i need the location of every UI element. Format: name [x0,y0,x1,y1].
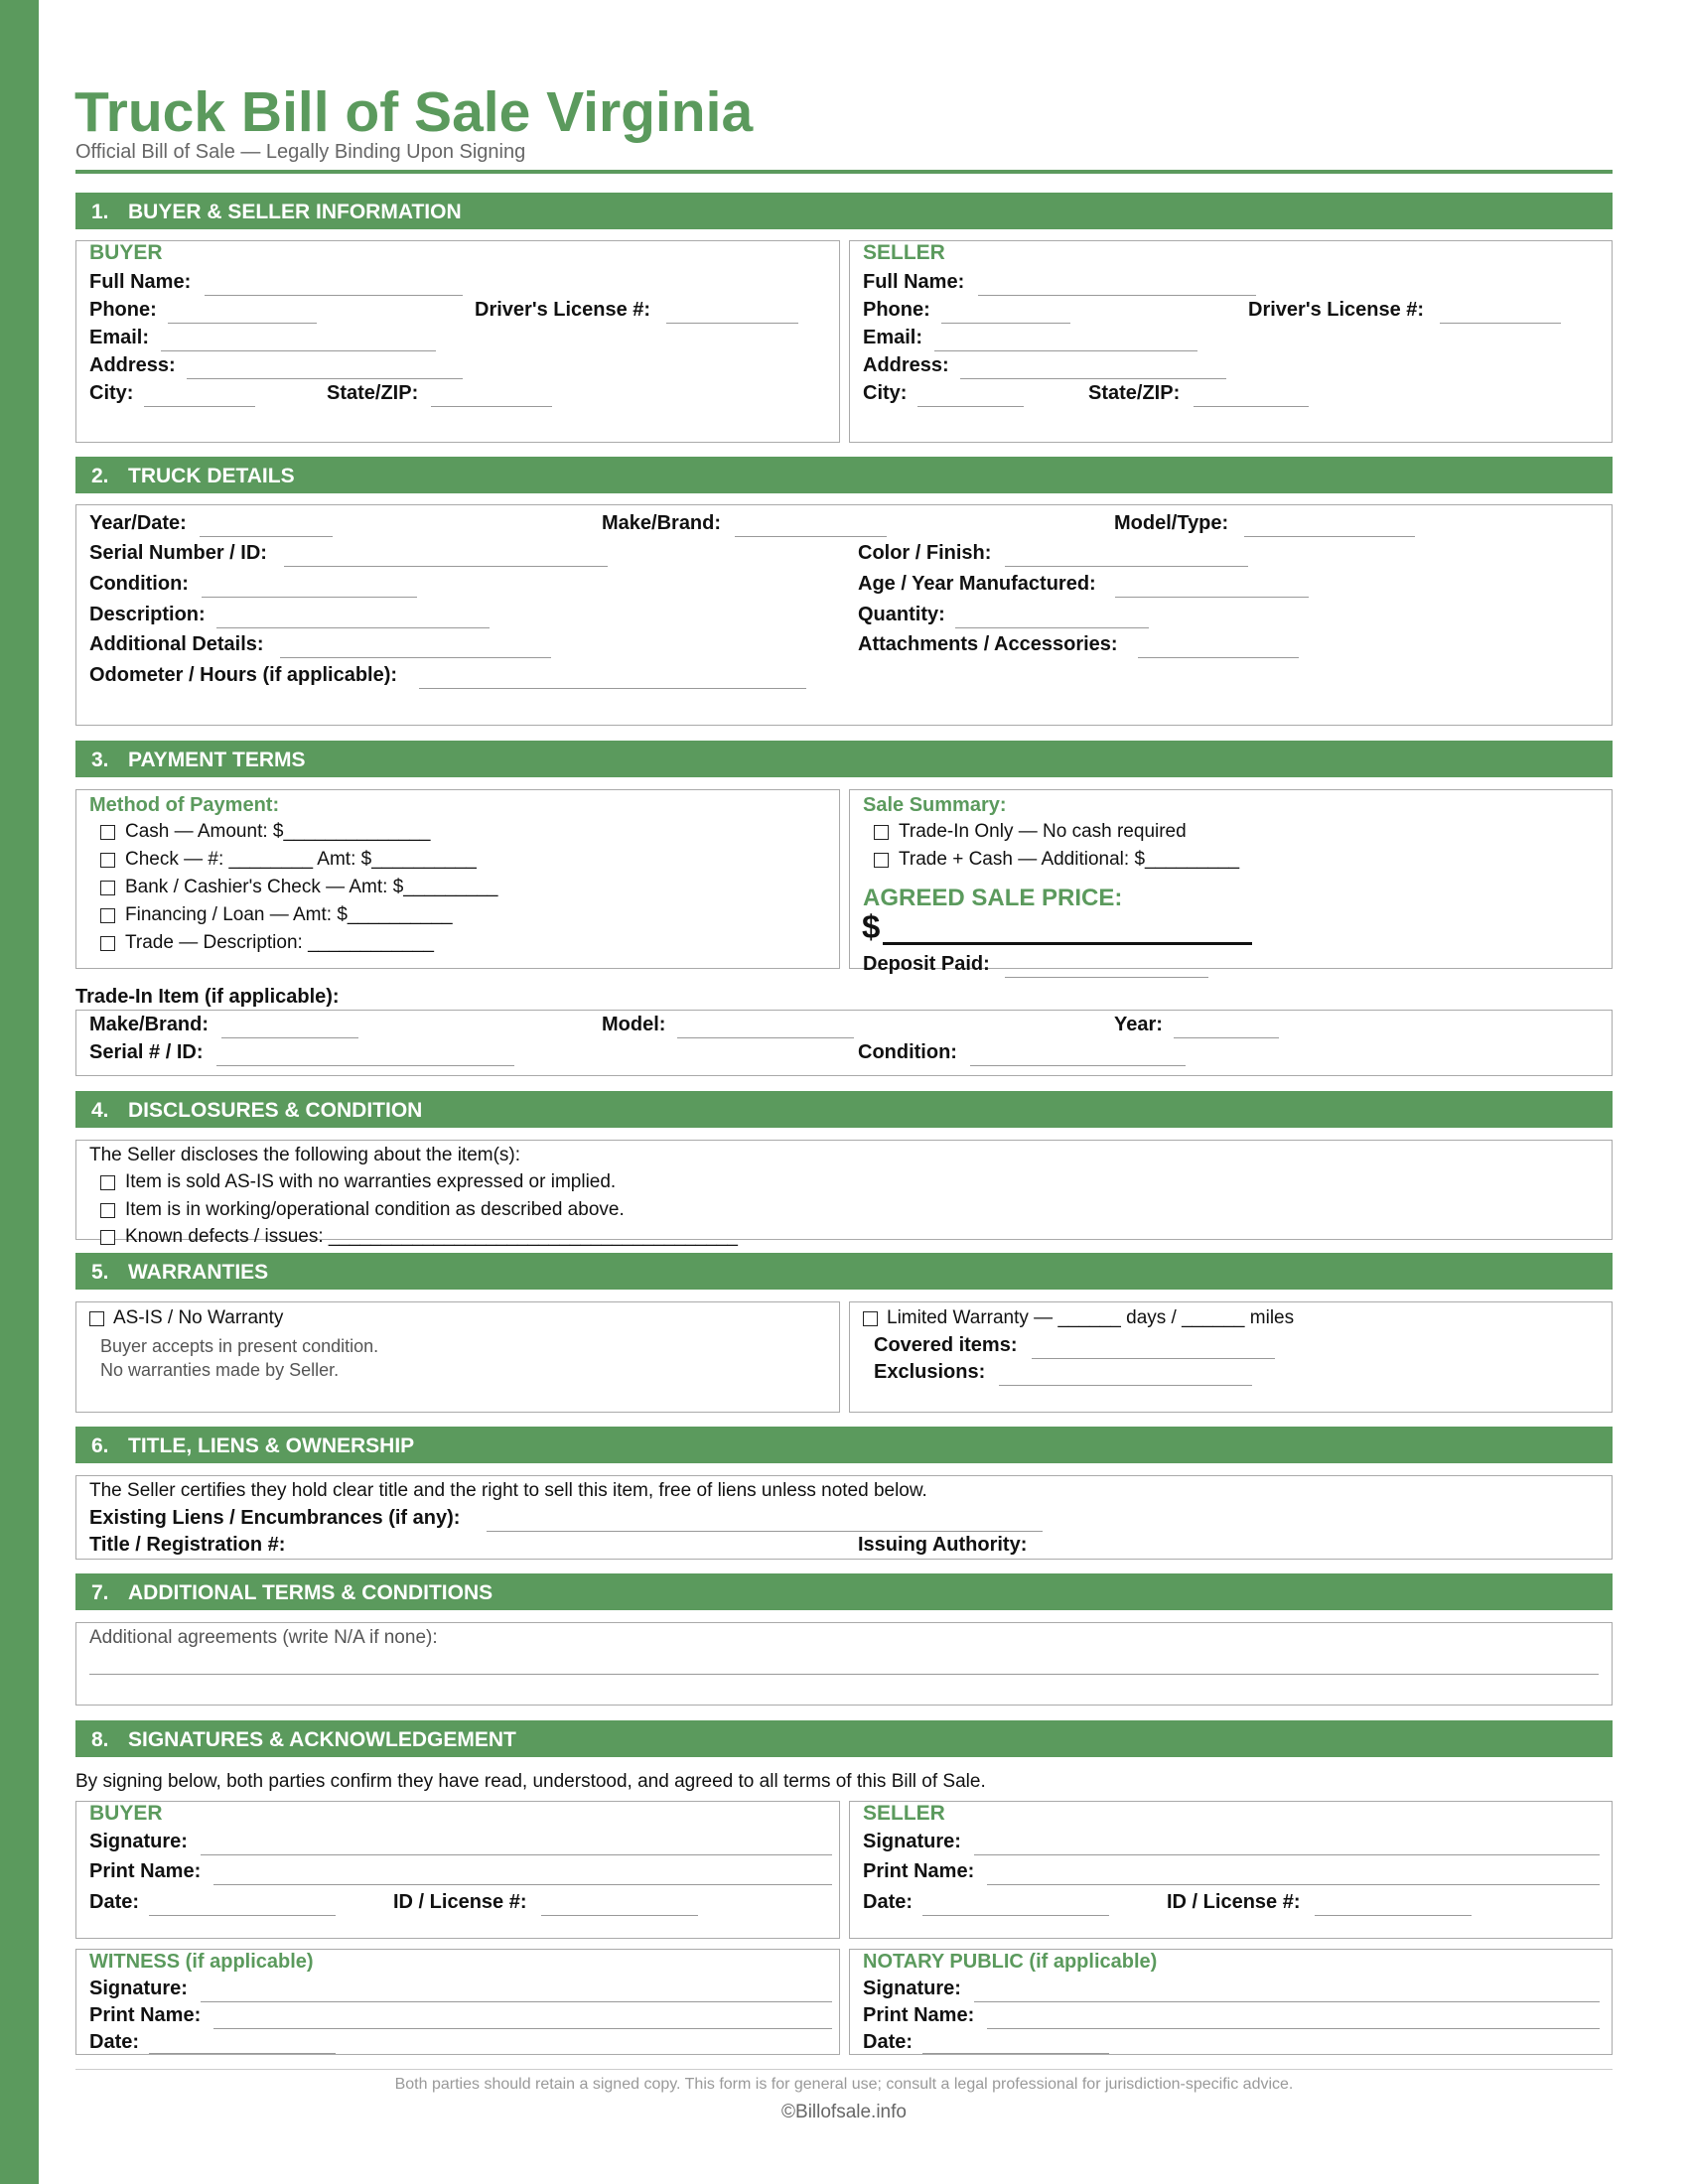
working-condition-label: Item is in working/operational condition as described above. [125,1199,625,1220]
additional-terms-prompt: Additional agreements (write N/A if none): [89,1627,438,1648]
payment-cash-checkbox[interactable] [100,825,115,840]
section-title: TRUCK DETAILS [128,465,295,487]
witness-print-name-label: Print Name: [89,2004,202,2026]
buyer-email-field[interactable] [161,350,436,351]
truck-description-label: Description: [89,604,206,625]
trade-in-only-label: Trade-In Only — No cash required [899,821,1187,842]
truck-quantity-label: Quantity: [858,604,945,625]
witness-print-name-field[interactable] [213,2028,832,2029]
covered-items-field[interactable] [1032,1358,1275,1359]
witness-date-field[interactable] [149,2053,336,2054]
section-header-buyer-seller [75,193,1613,229]
truck-odometer-label: Odometer / Hours (if applicable): [89,664,398,686]
trade-in-year-field[interactable] [1174,1037,1279,1038]
truck-year-label: Year/Date: [89,512,187,534]
known-defects-label: Known defects / issues: _______________________________________ [125,1226,738,1247]
seller-date-field[interactable] [922,1915,1109,1916]
seller-license-field[interactable] [1440,323,1561,324]
section-number: 2. [91,465,109,487]
trade-in-model-field[interactable] [677,1037,854,1038]
as-is-warranty-note-2: No warranties made by Seller. [100,1360,340,1380]
trade-cash-checkbox[interactable] [874,853,889,868]
seller-phone-label: Phone: [863,299,930,321]
payment-financing-checkbox[interactable] [100,908,115,923]
additional-terms-box [75,1622,1613,1706]
seller-email-label: Email: [863,327,923,348]
payment-trade-label: Trade — Description: ____________ [125,932,434,953]
buyer-address-label: Address: [89,354,176,376]
seller-signature-label: Signature: [863,1831,961,1852]
seller-phone-field[interactable] [941,323,1070,324]
buyer-signature-heading: BUYER [89,1802,163,1825]
buyer-license-field[interactable] [666,323,798,324]
left-accent-bar [0,0,39,2184]
section-title: ADDITIONAL TERMS & CONDITIONS [128,1581,493,1604]
witness-signature-field[interactable] [201,2001,832,2002]
buyer-id-license-field[interactable] [541,1915,698,1916]
notary-print-name-field[interactable] [987,2028,1600,2029]
notary-signature-field[interactable] [974,2001,1600,2002]
truck-attachments-label: Attachments / Accessories: [858,633,1118,655]
known-defects-checkbox[interactable] [100,1230,115,1245]
section-title: DISCLOSURES & CONDITION [128,1099,423,1122]
payment-cash-label: Cash — Amount: $______________ [125,821,431,842]
seller-city-field[interactable] [917,406,1024,407]
buyer-state-zip-field[interactable] [431,406,552,407]
deposit-paid-field[interactable] [1005,977,1208,978]
trade-cash-label: Trade + Cash — Additional: $_________ [899,849,1240,870]
seller-full-name-field[interactable] [978,295,1256,296]
truck-additional-label: Additional Details: [89,633,264,655]
truck-attachments-field[interactable] [1138,657,1299,658]
section-header-signatures [75,1720,1613,1757]
seller-address-label: Address: [863,354,949,376]
buyer-id-license-label: ID / License #: [393,1891,527,1913]
seller-email-field[interactable] [934,350,1197,351]
existing-liens-label: Existing Liens / Encumbrances (if any): [89,1507,461,1529]
footer-copyright: ©Billofsale.info [781,2102,907,2122]
witness-heading: WITNESS (if applicable) [89,1951,314,1973]
trade-in-model-label: Model: [602,1014,666,1035]
exclusions-field[interactable] [999,1385,1252,1386]
section-header-warranties [75,1253,1613,1290]
seller-heading: SELLER [863,241,945,264]
seller-print-name-field[interactable] [987,1884,1600,1885]
section-number: 8. [91,1728,109,1751]
seller-city-label: City: [863,382,908,404]
as-is-disclosure-label: Item is sold AS-IS with no warranties expressed or implied. [125,1171,617,1192]
sale-summary-box [849,789,1613,975]
buyer-signature-label: Signature: [89,1831,188,1852]
notary-signature-label: Signature: [863,1978,961,1999]
payment-bank-checkbox[interactable] [100,881,115,895]
seller-date-label: Date: [863,1891,914,1913]
truck-condition-field[interactable] [202,597,417,598]
trade-in-make-field[interactable] [221,1037,358,1038]
payment-trade-checkbox[interactable] [100,936,115,951]
sale-summary-heading: Sale Summary: [863,794,1007,816]
buyer-license-label: Driver's License #: [475,299,651,321]
section-header-truck-details [75,457,1613,493]
truck-color-label: Color / Finish: [858,542,992,564]
buyer-phone-field[interactable] [168,323,317,324]
truck-make-field[interactable] [735,536,887,537]
truck-model-field[interactable] [1244,536,1415,537]
limited-warranty-box [849,1301,1613,1413]
existing-liens-field[interactable] [487,1531,1043,1532]
section-number: 5. [91,1261,109,1284]
buyer-state-zip-label: State/ZIP: [327,382,419,404]
additional-terms-field[interactable] [89,1674,1599,1675]
covered-items-label: Covered items: [874,1334,1018,1356]
working-condition-checkbox[interactable] [100,1203,115,1218]
buyer-city-field[interactable] [144,406,255,407]
title-liens-intro: The Seller certifies they hold clear title and the right to sell this item, free of liens unless noted below. [89,1480,927,1501]
signatures-intro: By signing below, both parties confirm they have read, understood, and agreed to all terms of this Bill of Sale. [75,1771,986,1792]
exclusions-label: Exclusions: [874,1361,986,1383]
trade-in-make-label: Make/Brand: [89,1014,210,1035]
trade-in-condition-field[interactable] [970,1065,1186,1066]
buyer-date-label: Date: [89,1891,140,1913]
truck-make-label: Make/Brand: [602,512,722,534]
buyer-date-field[interactable] [149,1915,336,1916]
seller-print-name-label: Print Name: [863,1860,975,1882]
section-header-payment-terms [75,741,1613,777]
payment-method-heading: Method of Payment: [89,794,280,816]
truck-year-field[interactable] [200,536,333,537]
truck-condition-label: Condition: [89,573,189,595]
seller-signature-heading: SELLER [863,1802,945,1825]
payment-financing-label: Financing / Loan — Amt: $__________ [125,904,453,925]
notary-date-label: Date: [863,2031,914,2053]
truck-additional-field[interactable] [280,657,551,658]
truck-serial-label: Serial Number / ID: [89,542,267,564]
section-title: WARRANTIES [128,1261,269,1284]
truck-odometer-field[interactable] [419,688,806,689]
buyer-heading: BUYER [89,241,163,264]
section-title: TITLE, LIENS & OWNERSHIP [128,1434,415,1457]
agreed-price-dollar-sign: $ [862,908,881,945]
buyer-city-label: City: [89,382,134,404]
truck-age-field[interactable] [1115,597,1309,598]
section-number: 4. [91,1099,109,1122]
section-header-disclosures [75,1091,1613,1128]
buyer-print-name-field[interactable] [213,1884,832,1885]
limited-warranty-label: Limited Warranty — ______ days / ______ miles [887,1307,1295,1328]
truck-color-field[interactable] [1005,566,1248,567]
notary-print-name-label: Print Name: [863,2004,975,2026]
agreed-sale-price-label: AGREED SALE PRICE: [863,885,1123,911]
title-registration-label: Title / Registration #: [89,1534,286,1556]
trade-in-condition-label: Condition: [858,1041,957,1063]
buyer-signature-field[interactable] [201,1854,832,1855]
page-title: Truck Bill of Sale Virginia [74,80,754,144]
witness-signature-label: Signature: [89,1978,188,1999]
section-header-title-liens [75,1427,1613,1463]
payment-check-label: Check — #: ________ Amt: $__________ [125,849,477,870]
trade-in-heading: Trade-In Item (if applicable): [75,986,340,1008]
trade-in-only-checkbox[interactable] [874,825,889,840]
buyer-full-name-field[interactable] [205,295,463,296]
title-divider [75,170,1613,174]
buyer-full-name-label: Full Name: [89,271,192,293]
section-number: 7. [91,1581,109,1604]
truck-description-field[interactable] [216,627,490,628]
section-title: BUYER & SELLER INFORMATION [128,201,462,223]
payment-check-checkbox[interactable] [100,853,115,868]
buyer-print-name-label: Print Name: [89,1860,202,1882]
witness-date-label: Date: [89,2031,140,2053]
seller-full-name-label: Full Name: [863,271,965,293]
trade-in-year-label: Year: [1114,1014,1163,1035]
trade-in-box [75,1010,1613,1076]
truck-model-label: Model/Type: [1114,512,1229,534]
disclosures-intro: The Seller discloses the following about the item(s): [89,1145,521,1165]
notary-signature-box [849,1949,1613,2055]
seller-address-field[interactable] [960,378,1226,379]
limited-warranty-checkbox[interactable] [863,1311,878,1326]
seller-id-license-field[interactable] [1315,1915,1472,1916]
page-subtitle: Official Bill of Sale — Legally Binding Upon Signing [75,141,526,163]
trade-in-serial-field[interactable] [216,1065,514,1066]
payment-bank-label: Bank / Cashier's Check — Amt: $_________ [125,877,498,897]
seller-info-box [849,240,1613,443]
section-title: SIGNATURES & ACKNOWLEDGEMENT [128,1728,516,1751]
footer-note: Both parties should retain a signed copy. This form is for general use; consult a legal professional for jurisdiction-specific advice. [394,2076,1294,2093]
deposit-paid-label: Deposit Paid: [863,953,990,975]
section-number: 1. [91,201,109,223]
seller-license-label: Driver's License #: [1248,299,1425,321]
seller-id-license-label: ID / License #: [1167,1891,1301,1913]
issuing-authority-label: Issuing Authority: [858,1534,1028,1556]
seller-state-zip-label: State/ZIP: [1088,382,1181,404]
witness-signature-box [75,1949,840,2055]
section-number: 3. [91,749,109,771]
disclosures-box [75,1140,1613,1247]
seller-signature-field[interactable] [974,1854,1600,1855]
section-header-additional-terms [75,1573,1613,1610]
seller-signature-box [849,1801,1613,1939]
title-liens-box [75,1475,1613,1560]
truck-serial-field[interactable] [284,566,608,567]
truck-age-label: Age / Year Manufactured: [858,573,1096,595]
footer-divider [75,2069,1613,2070]
notary-date-field[interactable] [922,2053,1109,2054]
truck-details-box [75,504,1613,726]
agreed-price-field[interactable] [883,942,1252,945]
buyer-phone-label: Phone: [89,299,157,321]
as-is-warranty-note-1: Buyer accepts in present condition. [100,1336,379,1356]
as-is-disclosure-checkbox[interactable] [100,1175,115,1190]
buyer-signature-box [75,1801,840,1939]
section-title: PAYMENT TERMS [128,749,306,771]
section-number: 6. [91,1434,109,1457]
as-is-warranty-checkbox[interactable] [89,1311,104,1326]
truck-quantity-field[interactable] [955,627,1149,628]
trade-in-serial-label: Serial # / ID: [89,1041,204,1063]
seller-state-zip-field[interactable] [1194,406,1309,407]
notary-heading: NOTARY PUBLIC (if applicable) [863,1951,1158,1973]
as-is-warranty-label: AS-IS / No Warranty [113,1307,284,1328]
buyer-address-field[interactable] [187,378,463,379]
buyer-info-box [75,240,840,443]
as-is-warranty-box [75,1301,840,1413]
payment-method-box [75,789,840,969]
buyer-email-label: Email: [89,327,150,348]
